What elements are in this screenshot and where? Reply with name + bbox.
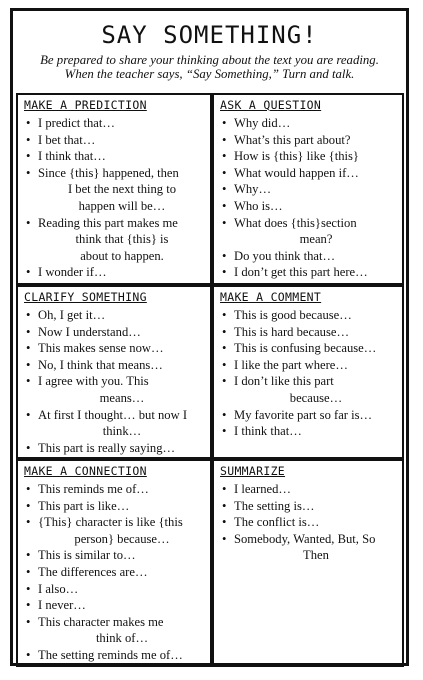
list-item [220, 498, 398, 515]
list-item-text: This reminds me of… [38, 482, 149, 496]
list-item [24, 373, 206, 406]
list-item [24, 407, 206, 440]
list-item-text: Since {this} happened, then [38, 165, 179, 180]
list-item [24, 647, 206, 664]
list-item [220, 165, 398, 182]
list-item [220, 132, 398, 149]
list-item-text: This part is really saying… [38, 440, 176, 455]
list-item-text: What’s this part about? [234, 132, 351, 147]
section-ask-a-question [212, 93, 404, 285]
sentence-starter-list [24, 307, 206, 456]
list-item-text: I bet that… [38, 132, 96, 147]
list-item-continuation: Then [303, 548, 329, 563]
list-item [24, 498, 206, 515]
list-item-continuation: think of… [95, 631, 149, 646]
section-heading: CLARIFY SOMETHING [24, 290, 147, 304]
list-item [220, 531, 398, 564]
section-clarify-something [16, 285, 212, 459]
list-item [220, 148, 398, 165]
section-heading: MAKE A CONNECTION [24, 464, 147, 478]
list-item-text: What would happen if… [234, 165, 359, 180]
list-item [24, 324, 206, 341]
list-item-continuation: about to happen. [80, 248, 164, 263]
list-item [24, 581, 206, 598]
list-item-text: This is hard because… [234, 324, 350, 339]
list-item-text: I never… [38, 598, 86, 613]
list-item-continuation: person} because… [74, 531, 170, 546]
list-item-continuation: means… [99, 390, 145, 405]
page-title: SAY SOMETHING! [101, 21, 318, 49]
list-item [220, 215, 398, 248]
list-item-continuation: because… [289, 390, 343, 405]
list-item [220, 248, 398, 265]
list-item-text: This is similar to… [38, 548, 136, 563]
list-item-text: This part is like… [38, 498, 130, 513]
list-item-text: No, I think that means… [38, 357, 163, 372]
list-item-text: I think that… [38, 149, 106, 164]
list-item [24, 440, 206, 457]
list-item-text: I think that… [234, 424, 302, 439]
sentence-starter-list [24, 115, 206, 281]
sentence-starter-list [220, 481, 398, 564]
subtitle-line-2: When the teacher says, “Say Something,” Turn and talk. [64, 67, 355, 81]
list-item-text: Why… [234, 182, 272, 197]
list-item [220, 423, 398, 440]
list-item [24, 514, 206, 547]
list-item [220, 307, 398, 324]
list-item [24, 132, 206, 149]
list-item-text: Now I understand… [38, 324, 141, 339]
list-item [24, 215, 206, 265]
list-item-continuation: mean? [299, 232, 333, 247]
list-item-text: This makes sense now… [38, 341, 164, 356]
list-item-continuation: think… [102, 424, 142, 439]
list-item [24, 614, 206, 647]
list-item-continuation: I bet the next thing to [67, 182, 177, 197]
list-item [220, 373, 398, 406]
list-item [220, 357, 398, 374]
section-heading: ASK A QUESTION [220, 98, 322, 112]
list-item [220, 264, 398, 281]
section-make-a-comment [212, 285, 404, 459]
list-item-text: The differences are… [38, 564, 148, 579]
section-heading: SUMMARIZE [220, 464, 286, 478]
list-item-text: I don’t like this part [234, 374, 334, 389]
list-item-text: Why did… [234, 116, 291, 130]
list-item-text: This is good because… [234, 308, 352, 322]
section-summarize [212, 459, 404, 667]
list-item [220, 340, 398, 357]
list-item-text: Oh, I get it… [38, 308, 106, 322]
list-item-text: The setting is… [234, 498, 315, 513]
say-something-sheet [10, 8, 409, 666]
list-item [220, 324, 398, 341]
header [13, 11, 406, 93]
list-item-text: This is confusing because… [234, 341, 377, 356]
strategy-grid [13, 93, 406, 663]
sentence-starter-list [220, 115, 398, 281]
list-item [220, 198, 398, 215]
section-heading: MAKE A COMMENT [220, 290, 322, 304]
list-item-text: I wonder if… [38, 265, 107, 280]
list-item [24, 564, 206, 581]
sentence-starter-list [24, 481, 206, 664]
list-item-text: How is {this} like {this} [234, 149, 359, 164]
list-item-text: This character makes me [38, 614, 164, 629]
section-make-a-connection [16, 459, 212, 667]
list-item-text: I learned… [234, 482, 291, 496]
list-item-text: I don’t get this part here… [234, 265, 368, 280]
list-item-text: Somebody, Wanted, But, So [234, 531, 376, 546]
list-item [24, 115, 206, 132]
list-item [24, 481, 206, 498]
list-item-text: The conflict is… [234, 515, 320, 530]
list-item-text: At first I thought… but now I [38, 407, 188, 422]
list-item [220, 481, 398, 498]
list-item-text: I like the part where… [234, 357, 348, 372]
list-item [220, 181, 398, 198]
list-item [220, 514, 398, 531]
list-item [24, 340, 206, 357]
sentence-starter-list [220, 307, 398, 440]
subtitle [13, 53, 406, 81]
list-item-text: What does {this}section [234, 215, 357, 230]
list-item-text: I predict that… [38, 116, 115, 130]
list-item [24, 307, 206, 324]
list-item-text: The setting reminds me of… [38, 647, 183, 662]
list-item [220, 115, 398, 132]
section-make-a-prediction [16, 93, 212, 285]
list-item [24, 547, 206, 564]
list-item-text: {This} character is like {this [38, 515, 183, 530]
list-item-text: Reading this part makes me [38, 215, 178, 230]
list-item [24, 264, 206, 281]
subtitle-line-1: Be prepared to share your thinking about the text you are reading. [40, 53, 379, 67]
list-item [24, 597, 206, 614]
list-item-text: I agree with you. This [38, 374, 149, 389]
list-item [24, 148, 206, 165]
list-item-continuation: think that {this} is [75, 232, 169, 247]
list-item-text: I also… [38, 581, 79, 596]
section-heading: MAKE A PREDICTION [24, 98, 147, 112]
list-item [24, 165, 206, 215]
list-item-text: Who is… [234, 198, 283, 213]
list-item-continuation: happen will be… [78, 198, 166, 213]
list-item-text: Do you think that… [234, 248, 336, 263]
list-item-text: My favorite part so far is… [234, 407, 373, 422]
list-item [24, 357, 206, 374]
list-item [220, 407, 398, 424]
